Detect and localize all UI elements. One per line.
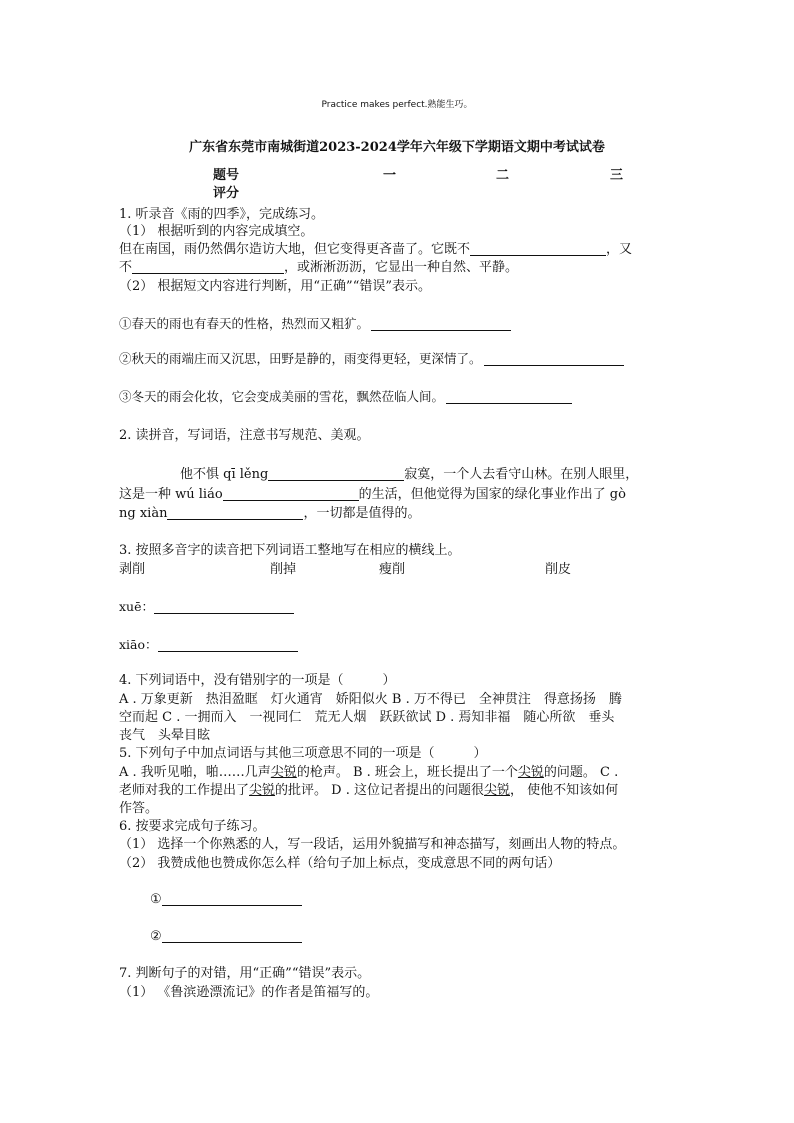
answer-blank[interactable]	[158, 637, 298, 652]
question-5-stem: 5. 下列句子中加点词语与其他三项意思不同的一项是（ ）	[119, 746, 487, 761]
answer-blank[interactable]	[484, 351, 624, 366]
question-6-answer-2: ②	[150, 928, 302, 946]
question-5-options-line-2: 老师对我的工作提出了尖锐的批评。 D . 这位记者提出的问题很尖锐， 使他不知该如何	[119, 783, 619, 798]
question-6-part-1: （1） 选择一个你熟悉的人，写一段话，运用外貌描写和神态描写，刻画出人物的特点。	[119, 837, 626, 852]
question-1-part-2: （2） 根据短文内容进行判断，用“正确”“错误”表示。	[119, 279, 431, 294]
question-2-line-2: 这是一种 wú liáo 的生活，但他觉得为国家的绿化事业作出了 gò	[119, 487, 626, 502]
answer-blank[interactable]	[162, 928, 302, 943]
question-1-part-1: （1） 根据听到的内容完成填空。	[119, 224, 314, 239]
dotted-word: 尖锐	[517, 765, 544, 780]
dotted-word: 尖锐	[249, 783, 276, 798]
xiao-answer-line: xiāo：	[119, 636, 298, 654]
question-2-line-3: ng xiàn ，一切都是值得的。	[119, 506, 421, 521]
dotted-word: 尖锐	[270, 765, 297, 780]
question-1-fill-line-2: 不 ，或淅淅沥沥，它显出一种自然、平静。	[119, 260, 519, 275]
question-4-options-line-2: 空而起 C . 一拥而入 一视同仁 荒无人烟 跃跃欲试 D . 焉知非福 随心所欲 垂头	[119, 710, 615, 725]
question-1-judgement-1: ①春天的雨也有春天的性格，热烈而又粗犷。	[119, 315, 511, 333]
dotted-word: 尖锐	[483, 783, 510, 798]
score-table-label-number: 题号	[213, 168, 240, 183]
question-4-options-line-1: A . 万象更新 热泪盈眶 灯火通宵 娇阳似火 B . 万不得已 全神贯注 得意扬扬 腾	[119, 692, 622, 707]
answer-blank[interactable]	[371, 316, 511, 331]
question-7-stem: 7. 判断句子的对错，用“正确”“错误”表示。	[119, 966, 371, 981]
question-1-fill-line-1: 但在南国，雨仍然偶尔造访大地，但它变得更吝啬了。它既不 ，又	[119, 242, 633, 257]
question-1-judgement-3: ③冬天的雨会化妆，它会变成美丽的雪花，飘然莅临人间。	[119, 388, 572, 406]
question-5-options-line-1: A . 我听见啪，啪……几声尖锐的枪声。 B . 班会上，班长提出了一个尖锐的问题。 C .	[119, 765, 619, 780]
score-table-col-1: 一	[383, 168, 397, 183]
question-6-part-2: （2） 我赞成他也赞成你怎么样（给句子加上标点，变成意思不同的两句话）	[119, 856, 561, 871]
question-1-judgement-2: ②秋天的雨端庄而又沉思，田野是静的，雨变得更轻，更深情了。	[119, 350, 624, 368]
answer-blank[interactable]	[470, 241, 606, 256]
answer-blank[interactable]	[154, 599, 294, 614]
question-2-line-1: 他不惧 qī lěng 寂寞，一个人去看守山林。在别人眼里，	[180, 467, 639, 482]
score-table-col-2: 二	[496, 168, 510, 183]
answer-blank[interactable]	[132, 259, 284, 274]
score-table-label-score: 评分	[213, 186, 240, 201]
question-6-stem: 6. 按要求完成句子练习。	[119, 819, 266, 834]
word-3: 瘦削	[379, 562, 406, 577]
answer-blank[interactable]	[446, 389, 572, 404]
question-1-stem: 1. 听录音《雨的四季》，完成练习。	[119, 207, 325, 222]
word-1: 剥削	[119, 562, 146, 577]
score-table-col-3: 三	[610, 168, 624, 183]
question-6-answer-1: ①	[150, 891, 302, 909]
question-4-options-line-3: 丧气 头晕目眩	[119, 728, 211, 743]
answer-blank[interactable]	[167, 505, 303, 520]
answer-blank[interactable]	[223, 486, 359, 501]
xue-answer-line: xuē：	[119, 598, 294, 616]
answer-blank[interactable]	[162, 891, 302, 906]
question-2-stem: 2. 读拼音，写词语，注意书写规范、美观。	[119, 428, 370, 443]
header-motto: Practice makes perfect.熟能生巧。	[321, 100, 473, 110]
word-2: 削掉	[270, 562, 297, 577]
exam-title: 广东省东莞市南城街道2023-2024学年六年级下学期语文期中考试试卷	[189, 140, 605, 155]
question-7-part-1: （1） 《鲁滨逊漂流记》的作者是笛福写的。	[119, 985, 379, 1000]
answer-blank[interactable]	[268, 466, 404, 481]
word-4: 削皮	[545, 562, 572, 577]
question-4-stem: 4. 下列词语中，没有错别字的一项是（ ）	[119, 673, 396, 688]
question-5-options-line-3: 作答。	[119, 801, 159, 816]
question-3-stem: 3. 按照多音字的读音把下列词语工整地写在相应的横线上。	[119, 543, 461, 558]
